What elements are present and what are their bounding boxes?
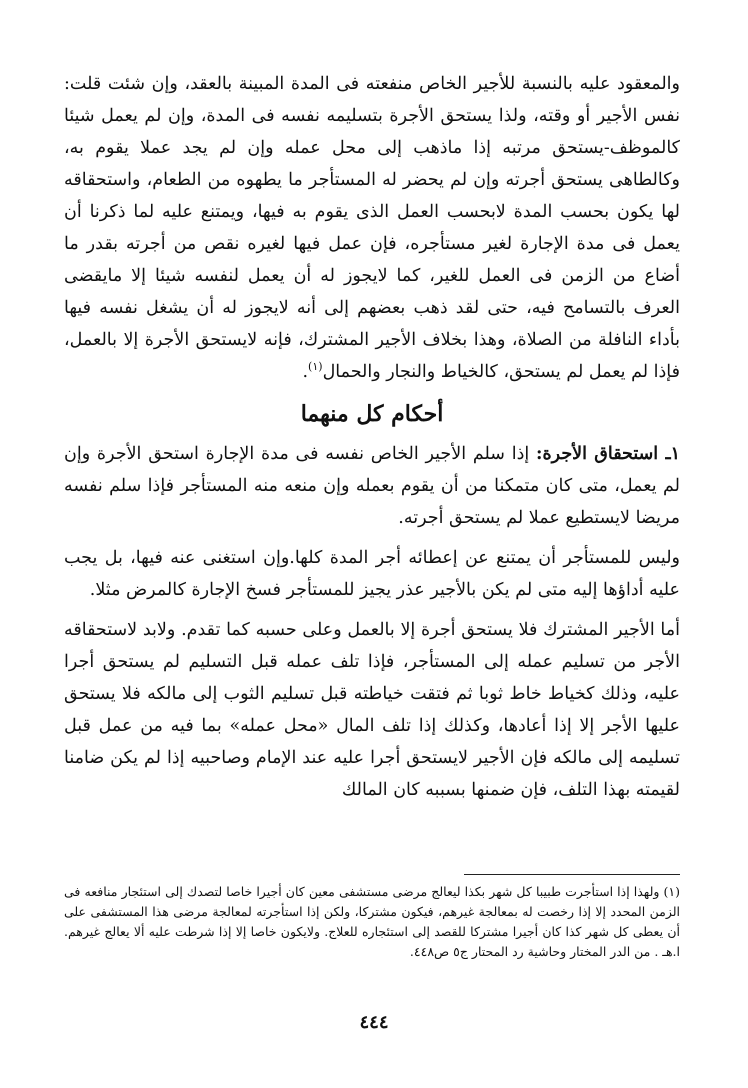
footnote: (١) ولهذا إذا استأجرت طبيبا كل شهر بكذا ليعالج مرضى مستشفى معين كان أجيرا خاصا لتصدك إلى استئجار منافعه فى الزمن المحدد إلا إذا رخصت له بمعالجة غيرهم، فيكون مشتركا، ولكن إذا استأجرته لمعالجة مرضى هذا المستشفى على أن يعطى كل شهر كذا كان أجيرا مشتركا للقصد إلى استئجاره للعلاج. ولايكون خاصا إلا إذا شرطت عليه ألا يعالج غيرهم. ا.هـ . من الدر المختار وحاشية رد المحتار ج٥ ص٤٤٨.	[64, 884, 680, 959]
paragraph-3: أما الأجير المشترك فلا يستحق أجرة إلا بالعمل وعلى حسبه كما تقدم. ولابد لاستحقاقه الأجر من تسليم عمله إلى المستأجر، فإذا تلف عمله قبل التسليم لم يستحق أجرا عليه، وذلك كخياط خاط ثوبا ثم فتقت خياطته قبل تسليم الثوب إلى مالكه فلا يستحق عليها الأجر إلا إذا أعادها، وكذلك إذا تلف المال «محل عمله» بما فيه من عمل قبل تسليمه إلى مالكه فإن الأجير لايستحق أجرا عليه عند الإمام وصاحبيه إذا لم يكن ضامنا لقيمته بهذا التلف، فإن ضمنها بسببه كان المالك	[64, 620, 680, 800]
section-1-text: إذا سلم الأجير الخاص نفسه فى مدة الإجارة استحق الأجرة وإن لم يعمل، متى كان متمكنا من أن يقوم بعمله وإن منعه منه المستأجر فإذا سلم نفسه مريضا لايستطيع عملا لم يستحق أجرته.	[64, 444, 680, 528]
main-text	[64, 68, 680, 806]
section-heading: أحكام كل منهما	[300, 401, 444, 427]
footnote-divider	[464, 874, 680, 875]
page-number: ٤٤٤	[359, 1012, 389, 1033]
paragraph-1-text: والمعقود عليه بالنسبة للأجير الخاص منفعته فى المدة المبينة بالعقد، وإن شئت قلت: نفس الأجير أو وقته، ولذا يستحق الأجرة بتسليمه نفسه فى المدة، وإن لم يعمل شيئا كالموظف-يستحق مرتبه إذا ماذهب إلى محل عمله وإن لم يجد عملا يقوم به، وكالطاهى يستحق أجرته وإن لم يحضر له المستأجر ما يطهوه من الطعام، واستحقاقه لها يكون بحسب المدة لابحسب العمل الذى يقوم به فيها، ويمتنع عليه لما ذكرنا أن يعمل فى مدة الإجارة لغير مستأجره، فإن عمل فيها لغيره نقص من أجرته بقدر ما أضاع من الزمن فى العمل للغير، كما لايجوز له أن يعمل لنفسه شيئا إلا مايقضى العرف بالتسامح فيه، حتى لقد ذهب بعضهم إلى أنه لايجوز له أن يشغل نفسه فيها بأداء النافلة من الصلاة، وهذا بخلاف الأجير المشترك، فإنه لايستحق الأجرة إلا بالعمل، فإذا لم يعمل لم يستحق، كالخياط والنجار والحمال	[64, 74, 680, 382]
section-1-label: ١ـ استحقاق الأجرة:	[536, 444, 680, 464]
footnote-reference: (١)	[308, 360, 323, 374]
paragraph-1: والمعقود عليه بالنسبة للأجير الخاص منفعته فى المدة المبينة بالعقد، وإن شئت قلت: نفس الأجير أو وقته، ولذا يستحق الأجرة بتسليمه نفسه فى المدة، وإن لم يعمل شيئا كالموظف-يستحق مرتبه إذا ماذهب إلى محل عمله وإن لم يجد عملا يقوم به، وكالطاهى يستحق أجرته وإن لم يحضر له المستأجر ما يطهوه من الطعام، واستحقاقه لها يكون بحسب المدة لابحسب العمل الذى يقوم به فيها، ويمتنع عليه لما ذكرنا أن يعمل فى مدة الإجارة لغير مستأجره، فإن عمل فيها لغيره نقص من أجرته بقدر ما أضاع من الزمن فى العمل للغير، كما لايجوز له أن يعمل لنفسه شيئا إلا مايقضى العرف بالتسامح فيه، حتى لقد ذهب بعضهم إلى أنه لايجوز له أن يشغل نفسه فيها بأداء النافلة من الصلاة، وهذا بخلاف الأجير المشترك، فإنه لايستحق الأجرة إلا بالعمل، فإذا لم يعمل لم يستحق، كالخياط والنجار والحمال$^{(١)}$.	[64, 74, 680, 382]
paragraph-2: وليس للمستأجر أن يمتنع عن إعطائه أجر المدة كلها.وإن استغنى عنه فيها، بل يجب عليه أداؤها إليه متى لم يكن بالأجير عذر يجيز للمستأجر فسخ الإجارة كالمرض مثلا.	[64, 548, 680, 600]
section-1-paragraph	[64, 438, 680, 534]
